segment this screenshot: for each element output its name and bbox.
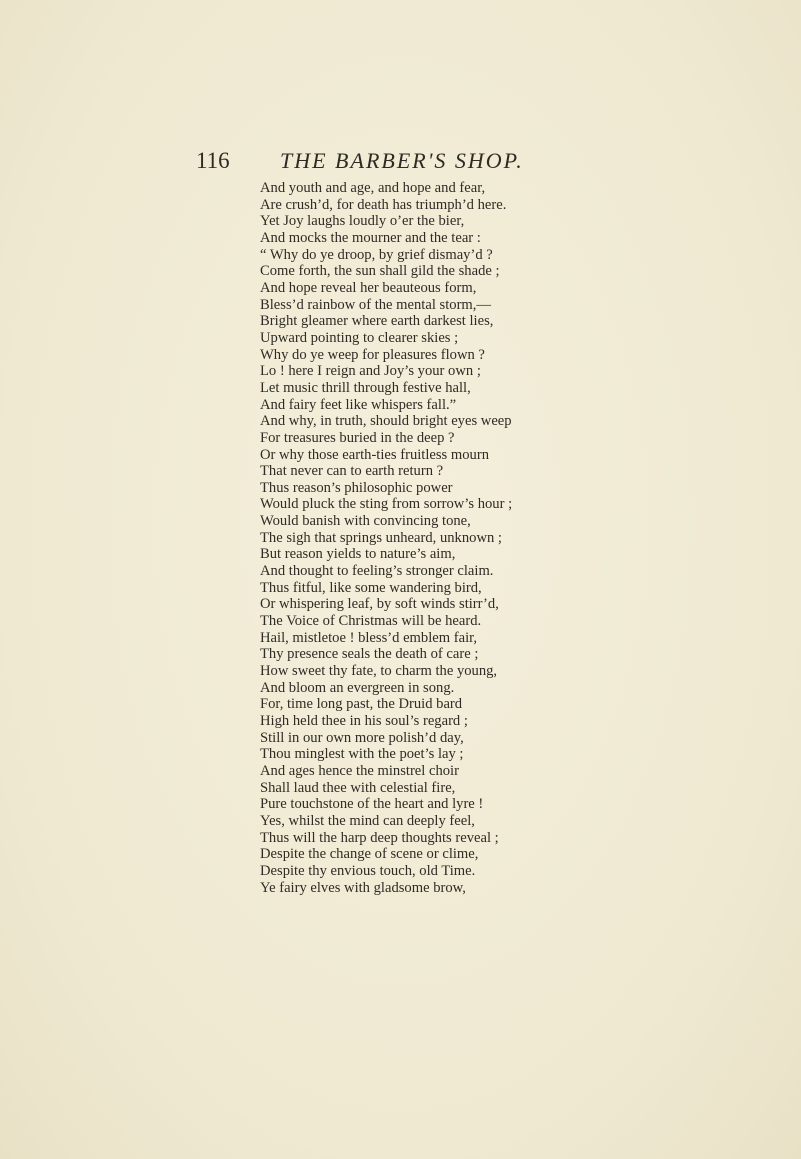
poem-text bbox=[260, 180, 780, 896]
poem-line: “ Why do ye droop, by grief dismay’d ? bbox=[260, 246, 493, 263]
poem-line: Thus fitful, like some wandering bird, bbox=[260, 579, 482, 596]
page-number: 116 bbox=[196, 148, 230, 173]
poem-line: And mocks the mourner and the tear : bbox=[260, 229, 481, 246]
poem-line: Come forth, the sun shall gild the shade ; bbox=[260, 263, 500, 280]
poem-line: And fairy feet like whispers fall.” bbox=[260, 396, 457, 413]
poem-line: That never can to earth return ? bbox=[260, 463, 444, 480]
poem-line: For treasures buried in the deep ? bbox=[260, 429, 455, 446]
poem-line: Pure touchstone of the heart and lyre ! bbox=[260, 796, 484, 813]
poem-line: Thus will the harp deep thoughts reveal ; bbox=[260, 829, 499, 846]
poem-line: Thy presence seals the death of care ; bbox=[260, 646, 479, 663]
poem-line: And hope reveal her beauteous form, bbox=[260, 279, 477, 296]
poem-line: Or why those earth-ties fruitless mourn bbox=[260, 446, 489, 463]
poem-line: And thought to feeling’s stronger claim. bbox=[260, 563, 494, 580]
poem-line: For, time long past, the Druid bard bbox=[260, 696, 463, 713]
poem-line: But reason yields to nature’s aim, bbox=[260, 546, 456, 563]
poem-line: Yes, whilst the mind can deeply feel, bbox=[260, 812, 475, 829]
poem-line: Why do ye weep for pleasures flown ? bbox=[260, 346, 485, 363]
poem-line: Bless’d rainbow of the mental storm,— bbox=[260, 296, 492, 313]
poem-line: Thou minglest with the poet’s lay ; bbox=[260, 746, 464, 763]
poem-line: Despite the change of scene or clime, bbox=[260, 846, 479, 863]
poem-line: The Voice of Christmas will be heard. bbox=[260, 613, 482, 630]
poem-line: And why, in truth, should bright eyes weep bbox=[260, 413, 512, 430]
poem-line: And bloom an evergreen in song. bbox=[260, 679, 455, 696]
poem-line: Lo ! here I reign and Joy’s your own ; bbox=[260, 363, 481, 380]
poem-line: Yet Joy laughs loudly o’er the bier, bbox=[260, 213, 465, 230]
poem-line: Bright gleamer where earth darkest lies, bbox=[260, 313, 494, 330]
poem-line: Still in our own more polish’d day, bbox=[260, 729, 464, 746]
poem-line: Or whispering leaf, by soft winds stirr’d, bbox=[260, 596, 499, 613]
poem-line: Would pluck the sting from sorrow’s hour ; bbox=[260, 496, 513, 513]
poem-line: Would banish with convincing tone, bbox=[260, 513, 471, 530]
poem-line: And ages hence the minstrel choir bbox=[260, 762, 459, 779]
poem-line: And youth and age, and hope and fear, bbox=[260, 180, 486, 196]
running-title: THE BARBER'S SHOP. bbox=[280, 148, 524, 173]
poem-line: The sigh that springs unheard, unknown ; bbox=[260, 529, 502, 546]
poem-line: Despite thy envious touch, old Time. bbox=[260, 862, 476, 879]
poem-line: High held thee in his soul’s regard ; bbox=[260, 713, 468, 729]
poem-line: Thus reason’s philosophic power bbox=[260, 479, 453, 496]
poem-line: Upward pointing to clearer skies ; bbox=[260, 329, 459, 346]
poem-line: Are crush’d, for death has triumph’d here. bbox=[260, 196, 507, 213]
poem-line: Ye fairy elves with gladsome brow, bbox=[260, 879, 466, 896]
poem-line: How sweet thy fate, to charm the young, bbox=[260, 663, 498, 680]
poem-line: Hail, mistletoe ! bless’d emblem fair, bbox=[260, 629, 478, 646]
poem-line: Shall laud thee with celestial fire, bbox=[260, 779, 456, 796]
running-head bbox=[0, 146, 801, 176]
poem-line: Let music thrill through festive hall, bbox=[260, 379, 471, 396]
